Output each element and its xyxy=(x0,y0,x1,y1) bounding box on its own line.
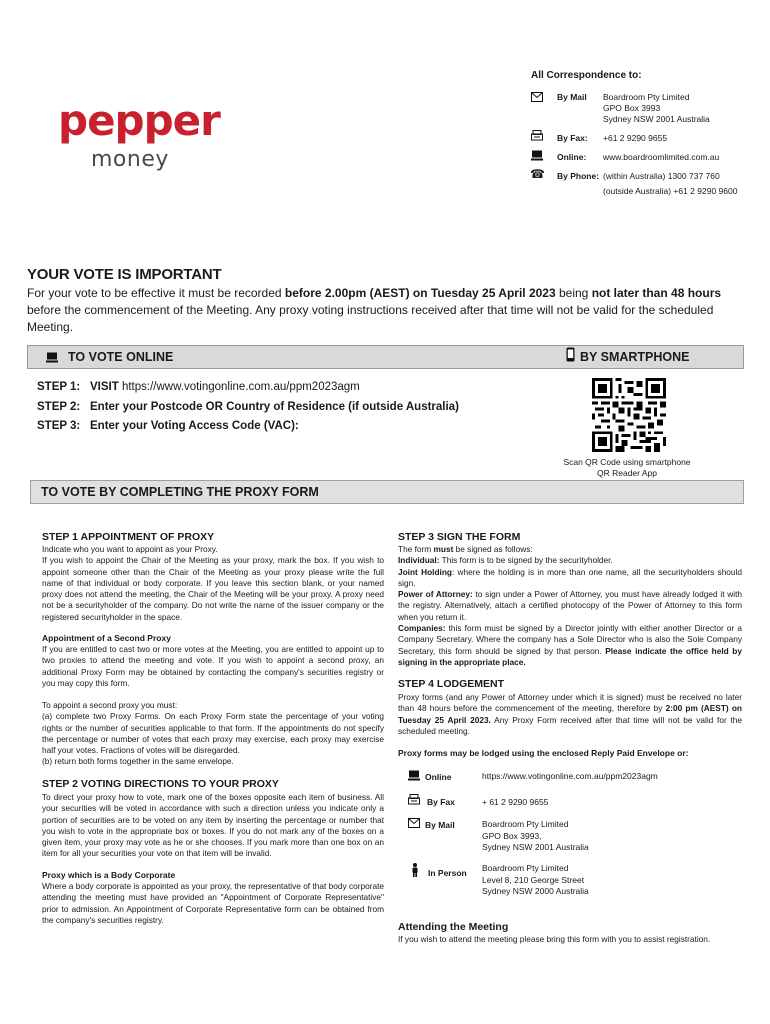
lodge-fax-value: + 61 2 9290 9655 xyxy=(482,797,549,807)
second-proxy-text: If you are entitled to cast two or more votes at the Meeting, you are entitled to appoint up to two proxies to attend the meeting and vote. If you wish to appoint a second proxy, an additional Proxy Form may be obtained by contacting the company's securities registry or you may copy this form. xyxy=(42,644,384,688)
second-proxy-heading: Appointment of a Second Proxy xyxy=(42,633,171,643)
intro-text-1: For your vote to be effective it must be recorded xyxy=(27,286,285,300)
step4-text xyxy=(398,692,742,737)
step3-text xyxy=(398,544,742,668)
computer-icon xyxy=(46,352,58,363)
step1-para-2: If you wish to appoint the Chair of the Meeting as your proxy, mark the box. If you wish to appoint someone other than the Chair of the Meeting as your proxy please write the full name of that individual or body corporate. If you leave this section blank, or your named proxy does not attend the meeting, the Chair of the Meeting will be your proxy. A proxy need not be a securityholder of the company. Do not write the name of the issuer company or the registered securityholder in the space. xyxy=(42,555,384,622)
corr-phone-line-2: (outside Australia) +61 2 9290 9600 xyxy=(603,186,738,196)
poa-text: to sign under a Power of Attorney, you must have already lodged it with the registry. Alternatively, attach a certified photocopy of the Power of Attorney to this form when you return it. xyxy=(398,589,743,622)
lodge-person-line-3: Sydney NSW 2000 Australia xyxy=(482,886,589,896)
step3-intro-must: must xyxy=(433,544,454,554)
step2-heading: STEP 2 VOTING DIRECTIONS TO YOUR PROXY xyxy=(42,778,279,790)
step-action: Enter your Voting Access Code (VAC): xyxy=(90,420,299,432)
corr-online-label: Online: xyxy=(557,152,587,162)
step1-text xyxy=(42,544,384,623)
attending-heading: Attending the Meeting xyxy=(398,921,509,933)
step3-intro-a: The form xyxy=(398,544,434,554)
lodge-online-url[interactable]: https://www.votingonline.com.au/ppm2023agm xyxy=(482,771,658,781)
lodge-person-address xyxy=(482,863,589,898)
qr-code[interactable] xyxy=(592,378,666,452)
envelope-icon xyxy=(408,818,420,828)
online-step-2 xyxy=(37,401,459,413)
corr-mail-line-2: GPO Box 3993 xyxy=(603,103,661,113)
corr-mail-line-3: Sydney NSW 2001 Australia xyxy=(603,114,710,124)
corr-fax-value: +61 2 9290 9655 xyxy=(603,133,668,143)
second-proxy-para-b: (b) return both forms together in the same envelope. xyxy=(42,756,234,767)
intro-48-hours: not later than 48 hours xyxy=(591,286,722,300)
corr-phone-label: By Phone: xyxy=(557,171,600,181)
step3-intro-c: be signed as follows: xyxy=(453,544,533,554)
intro-deadline: before 2.00pm (AEST) on Tuesday 25 April 2023 xyxy=(284,286,556,300)
lodge-person-label: In Person xyxy=(428,868,467,878)
lodge-mail-line-2: GPO Box 3993, xyxy=(482,830,542,841)
corr-mail-line-1: Boardroom Pty Limited xyxy=(603,92,690,102)
proxy-form-title: TO VOTE BY COMPLETING THE PROXY FORM xyxy=(41,485,319,499)
step2-text: To direct your proxy how to vote, mark one of the boxes opposite each item of business. All your securities will be voted in accordance with such a direction unless you indicate only a portion of securities are to be voted on any item by inserting the percentage or number that you wish to vote in the appropriate box or boxes. If you do not mark any of the boxes on a given item, your proxy may vote as he or she chooses. If you mark more than one box on an item for all your securities your vote on that item will be invalid. xyxy=(42,792,384,859)
individual-label: Individual: xyxy=(398,555,440,566)
smartphone-icon xyxy=(566,347,575,362)
step3-poa xyxy=(398,589,742,623)
logo-word-money: money xyxy=(91,147,169,172)
corr-fax-label: By Fax: xyxy=(557,133,588,143)
lodge-mail-label: By Mail xyxy=(425,820,455,830)
body-corporate-heading: Proxy which is a Body Corporate xyxy=(42,870,176,880)
voting-url-link[interactable]: https://www.votingonline.com.au/ppm2023agm xyxy=(121,381,360,393)
pepper-money-logo xyxy=(58,96,220,145)
lodge-mail-line-3: Sydney NSW 2001 Australia xyxy=(482,842,589,852)
second-proxy-para-intro: To appoint a second proxy you must: xyxy=(42,700,178,710)
step-number: STEP 1: xyxy=(37,381,81,393)
computer-icon xyxy=(408,770,420,781)
online-step-3 xyxy=(37,420,299,432)
step3-heading: STEP 3 SIGN THE FORM xyxy=(398,531,521,543)
step1-para-1: Indicate who you want to appoint as your Proxy. xyxy=(42,544,218,554)
companies-text: this form must be signed by a Director jointly with either another Director or a Company Secretary. Where the company has a Sole Director who is also the Sole Company Secretary, this form should be signed by that person. xyxy=(398,623,742,656)
corr-phone-line-1: (within Australia) 1300 737 760 xyxy=(603,171,720,181)
step-number: STEP 3: xyxy=(37,420,81,432)
step-action: VISIT xyxy=(90,381,122,393)
envelope-icon xyxy=(531,92,543,102)
second-proxy-instructions xyxy=(42,700,384,768)
page-title: YOUR VOTE IS IMPORTANT xyxy=(27,266,222,283)
phone-icon: ☎ xyxy=(530,167,545,181)
qr-caption-line-1: Scan QR Code using smartphone xyxy=(563,457,691,467)
step4-text-a: Proxy forms (and any Power of Attorney under which it is signed) must be received no later than 48 hours before the commencement of the meeting, therefore by xyxy=(398,692,742,714)
step3-joint xyxy=(398,567,742,590)
logo-word-pepper: pepper xyxy=(58,96,220,145)
corr-mail-label: By Mail xyxy=(557,92,587,102)
fax-icon xyxy=(531,130,543,141)
joint-label: Joint Holding xyxy=(398,566,452,577)
companies-office-note: Please indicate the office held by signing in the appropriate place. xyxy=(398,645,742,667)
joint-text: : where the holding is in more than one name, all the securityholders should sign. xyxy=(398,566,742,588)
step3-individual xyxy=(398,555,742,566)
intro-text-3: before the commencement of the Meeting. Any proxy voting instructions received after that time will not be valid for the scheduled Meeting. xyxy=(27,303,714,334)
step-action: Enter your Postcode OR Country of Residence (if outside Australia) xyxy=(90,401,459,413)
lodge-online-label: Online xyxy=(425,772,452,782)
fax-icon xyxy=(408,794,420,805)
intro-paragraph xyxy=(27,285,742,336)
companies-label: Companies: xyxy=(398,623,446,634)
qr-caption-line-2: QR Reader App xyxy=(596,468,657,478)
poa-label: Power of Attorney: xyxy=(398,589,473,600)
step4-text-c: Any Proxy Form received after that time will not be valid for the scheduled meeting. xyxy=(398,714,742,736)
step-number: STEP 2: xyxy=(37,401,81,413)
by-smartphone-title: BY SMARTPHONE xyxy=(580,350,690,364)
lodge-intro: Proxy forms may be lodged using the enclosed Reply Paid Envelope or: xyxy=(398,748,689,758)
computer-icon xyxy=(531,150,543,161)
individual-text: This form is to be signed by the securityholder. xyxy=(439,555,613,566)
lodge-mail-line-1: Boardroom Pty Limited xyxy=(482,819,569,829)
qr-caption xyxy=(552,457,702,479)
vote-online-title: TO VOTE ONLINE xyxy=(68,350,174,364)
lodge-fax-label: By Fax xyxy=(427,797,455,807)
step3-companies xyxy=(398,623,742,668)
corr-online-value[interactable]: www.boardroomlimited.com.au xyxy=(603,152,720,162)
body-corporate-text: Where a body corporate is appointed as your proxy, the representative of that body corporate attending the meeting must have provided an "Appointment of Corporate Representative" prior to admission. An Appointment of Corporate Representative form can be obtained from the company's securities registry. xyxy=(42,881,384,925)
attending-text: If you wish to attend the meeting please bring this form with you to assist registration. xyxy=(398,934,711,944)
intro-text-2: being xyxy=(555,286,592,300)
correspondence-title: All Correspondence to: xyxy=(531,70,642,81)
step4-deadline: 2:00 pm (AEST) on Tuesday 25 April 2023. xyxy=(398,703,742,725)
person-icon xyxy=(411,863,419,877)
step4-heading: STEP 4 LODGEMENT xyxy=(398,678,504,690)
lodge-person-line-1: Boardroom Pty Limited xyxy=(482,863,569,873)
step3-intro xyxy=(398,544,742,555)
second-proxy-para-a: (a) complete two Proxy Forms. On each Proxy Form state the percentage of your voting rights or the number of securities applicable to that form. If the appointments do not specify the percentage or number of votes that each proxy may exercise, each proxy may exercise half your votes. Fractions of votes will be disregarded. xyxy=(42,711,384,756)
step1-heading: STEP 1 APPOINTMENT OF PROXY xyxy=(42,531,215,543)
lodge-mail-address xyxy=(482,819,589,854)
online-step-1 xyxy=(37,381,360,393)
lodge-person-line-2: Level 8, 210 George Street xyxy=(482,874,585,885)
